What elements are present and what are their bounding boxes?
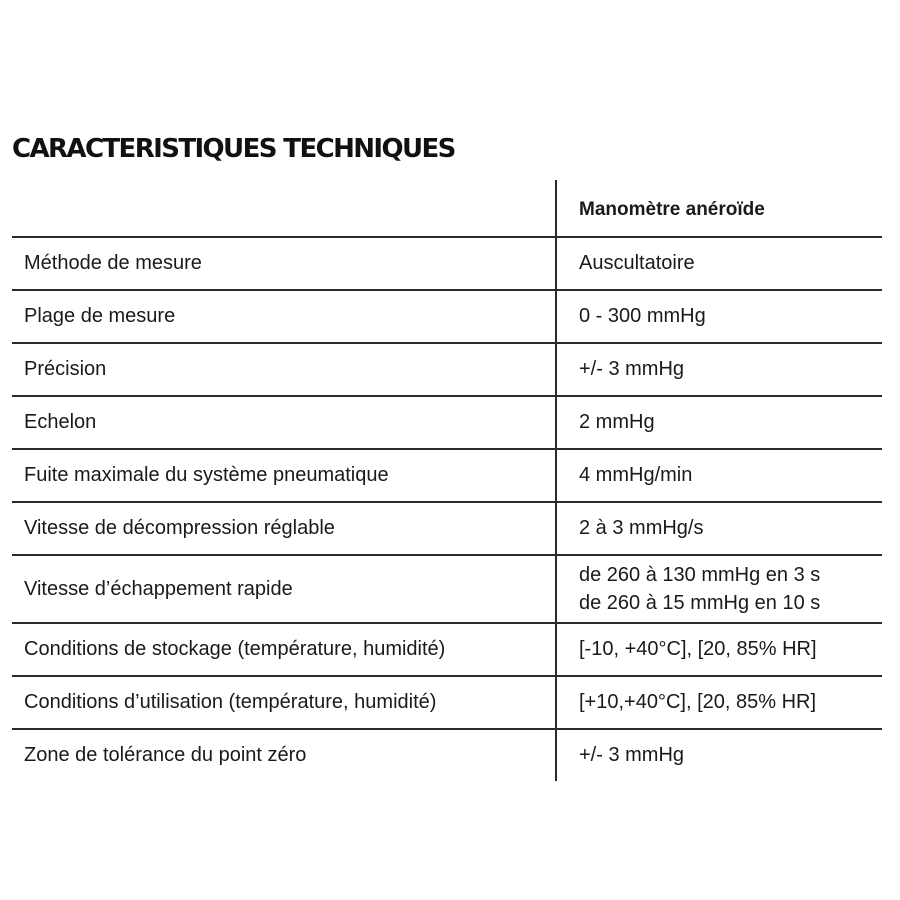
row-value: 2 à 3 mmHg/s (556, 502, 882, 555)
row-value-line: de 260 à 130 mmHg en 3 s (579, 564, 821, 586)
row-label: Précision (12, 343, 556, 396)
row-value: +/- 3 mmHg (556, 343, 882, 396)
row-label: Méthode de mesure (12, 237, 556, 290)
row-value-line: de 260 à 15 mmHg en 10 s (579, 592, 821, 614)
table-header-row (12, 180, 882, 237)
table-row (12, 237, 882, 290)
table-row (12, 502, 882, 555)
table-row (12, 676, 882, 729)
specifications-table (12, 180, 882, 781)
row-value: 2 mmHg (556, 396, 882, 449)
row-value: [-10, +40°C], [20, 85% HR] (556, 623, 882, 676)
table-row (12, 729, 882, 781)
row-value (556, 555, 882, 623)
row-label: Plage de mesure (12, 290, 556, 343)
row-value: 0 - 300 mmHg (556, 290, 882, 343)
row-label: Zone de tolérance du point zéro (12, 729, 556, 781)
row-label: Fuite maximale du système pneumatique (12, 449, 556, 502)
row-value: +/- 3 mmHg (579, 744, 685, 766)
row-value: 4 mmHg/min (556, 449, 882, 502)
row-label: Conditions de stockage (température, humidité) (12, 623, 556, 676)
section-title: CARACTERISTIQUES TECHNIQUES (12, 134, 455, 164)
table-row (12, 396, 882, 449)
header-label-cell (12, 180, 556, 237)
row-value: [+10,+40°C], [20, 85% HR] (556, 676, 882, 729)
table-row (12, 343, 882, 396)
header-value-cell: Manomètre anéroïde (556, 180, 882, 237)
table-row (12, 290, 882, 343)
row-label: Vitesse de décompression réglable (12, 502, 556, 555)
table-row (12, 623, 882, 676)
row-value: Auscultatoire (556, 237, 882, 290)
row-label: Conditions d’utilisation (température, humidité) (12, 676, 556, 729)
table-row (12, 555, 882, 623)
row-label: Echelon (12, 396, 556, 449)
table-row (12, 449, 882, 502)
row-label: Vitesse d’échappement rapide (12, 555, 556, 623)
